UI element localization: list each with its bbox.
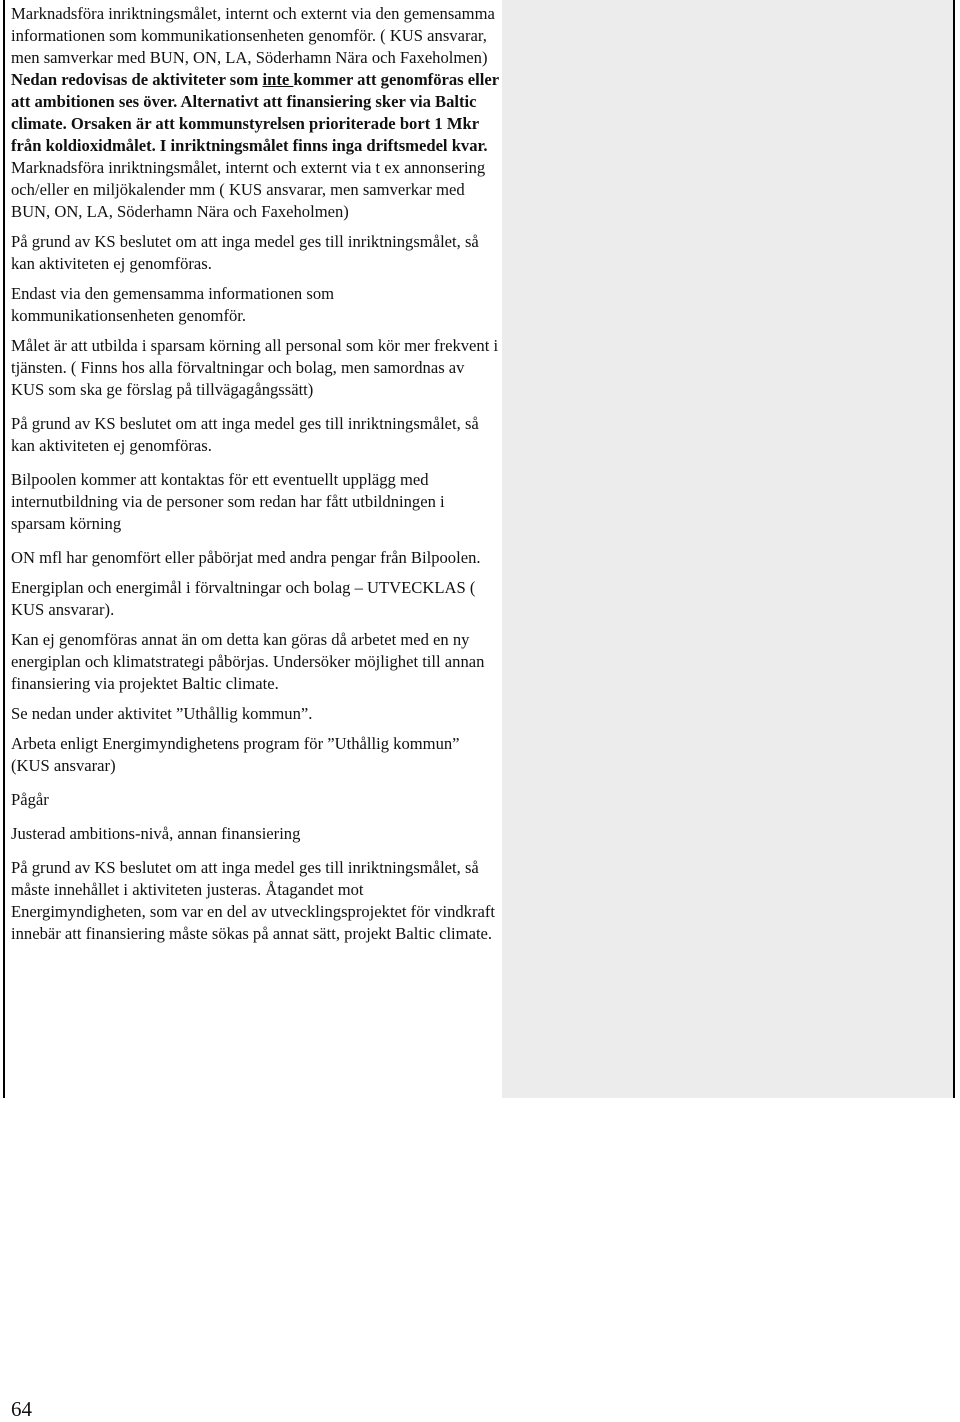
activity-paragraph: Marknadsföra inriktningsmålet, internt och externt via t ex annonsering och/eller en miljökalender mm ( KUS ansvarar, men samverkar med BUN, ON, LA, Söderhamn Nära och Faxeholmen): [11, 158, 486, 221]
notice-part-a: Nedan redovisas de aktiviteter som: [11, 70, 263, 89]
shaded-column: [502, 0, 953, 1098]
status-paragraph: Justerad ambitions-nivå, annan finansiering: [11, 824, 301, 843]
table-border-left: [3, 0, 5, 1098]
notice-paragraph: [11, 69, 499, 157]
intro-paragraph: Marknadsföra inriktningsmålet, internt och externt via den gemensamma informationen som kommunikationsenheten genomför. ( KUS ansvarar, men samverkar med BUN, ON, LA, Söderhamn Nära och Faxeholmen): [11, 4, 495, 67]
status-paragraph: På grund av KS beslutet om att inga medel ges till inriktningsmålet, så kan aktiviteten ej genomföras.: [11, 414, 479, 455]
activity-paragraph: Arbeta enligt Energimyndighetens program för ”Uthållig kommun” (KUS ansvarar): [11, 734, 460, 775]
status-paragraph: Kan ej genomföras annat än om detta kan göras då arbetet med en ny energiplan och klimatstrategi påbörjas. Undersöker möjlighet till annan finansiering via projektet Baltic climate.: [11, 630, 485, 693]
status-paragraph: Bilpoolen kommer att kontaktas för ett eventuellt upplägg med internutbildning via de personer som redan har fått utbildningen i sparsam körning: [11, 470, 445, 533]
status-paragraph: På grund av KS beslutet om att inga medel ges till inriktningsmålet, så kan aktiviteten ej genomföras.: [11, 232, 479, 273]
status-paragraph: Endast via den gemensamma informationen som kommunikationsenheten genomför.: [11, 284, 335, 325]
notice-underlined: inte: [262, 70, 294, 89]
notice-part-c: kommer att genomföras eller att ambitionen ses över. Alternativt att finansiering sker via Baltic climate. Orsaken är att kommunstyrelsen prioriterade bort 1 Mkr från koldioxidmålet. I inriktningsmålet finns inga driftsmedel kvar.: [11, 70, 499, 155]
table-border-right: [953, 0, 955, 1098]
activity-paragraph: Energiplan och energimål i förvaltningar och bolag – UTVECKLAS ( KUS ansvarar).: [11, 578, 476, 619]
status-paragraph: Se nedan under aktivitet ”Uthållig kommun”.: [11, 704, 313, 723]
text-column: [11, 3, 499, 945]
page-number: 64: [11, 1397, 32, 1421]
activity-paragraph: Målet är att utbilda i sparsam körning all personal som kör mer frekvent i tjänsten. ( Finns hos alla förvaltningar och bolag, men samordnas av KUS som ska ge förslag på tillvägagångssätt): [11, 336, 499, 399]
status-paragraph: Pågår: [11, 790, 49, 809]
status-paragraph: ON mfl har genomfört eller påbörjat med andra pengar från Bilpoolen.: [11, 548, 481, 567]
status-paragraph: På grund av KS beslutet om att inga medel ges till inriktningsmålet, så måste innehållet i aktiviteten justeras. Åtagandet mot Energimyndigheten, som var en del av utvecklingsprojektet för vindkraft innebär att finansiering måste sökas på annat sätt, projekt Baltic climate.: [11, 858, 496, 943]
